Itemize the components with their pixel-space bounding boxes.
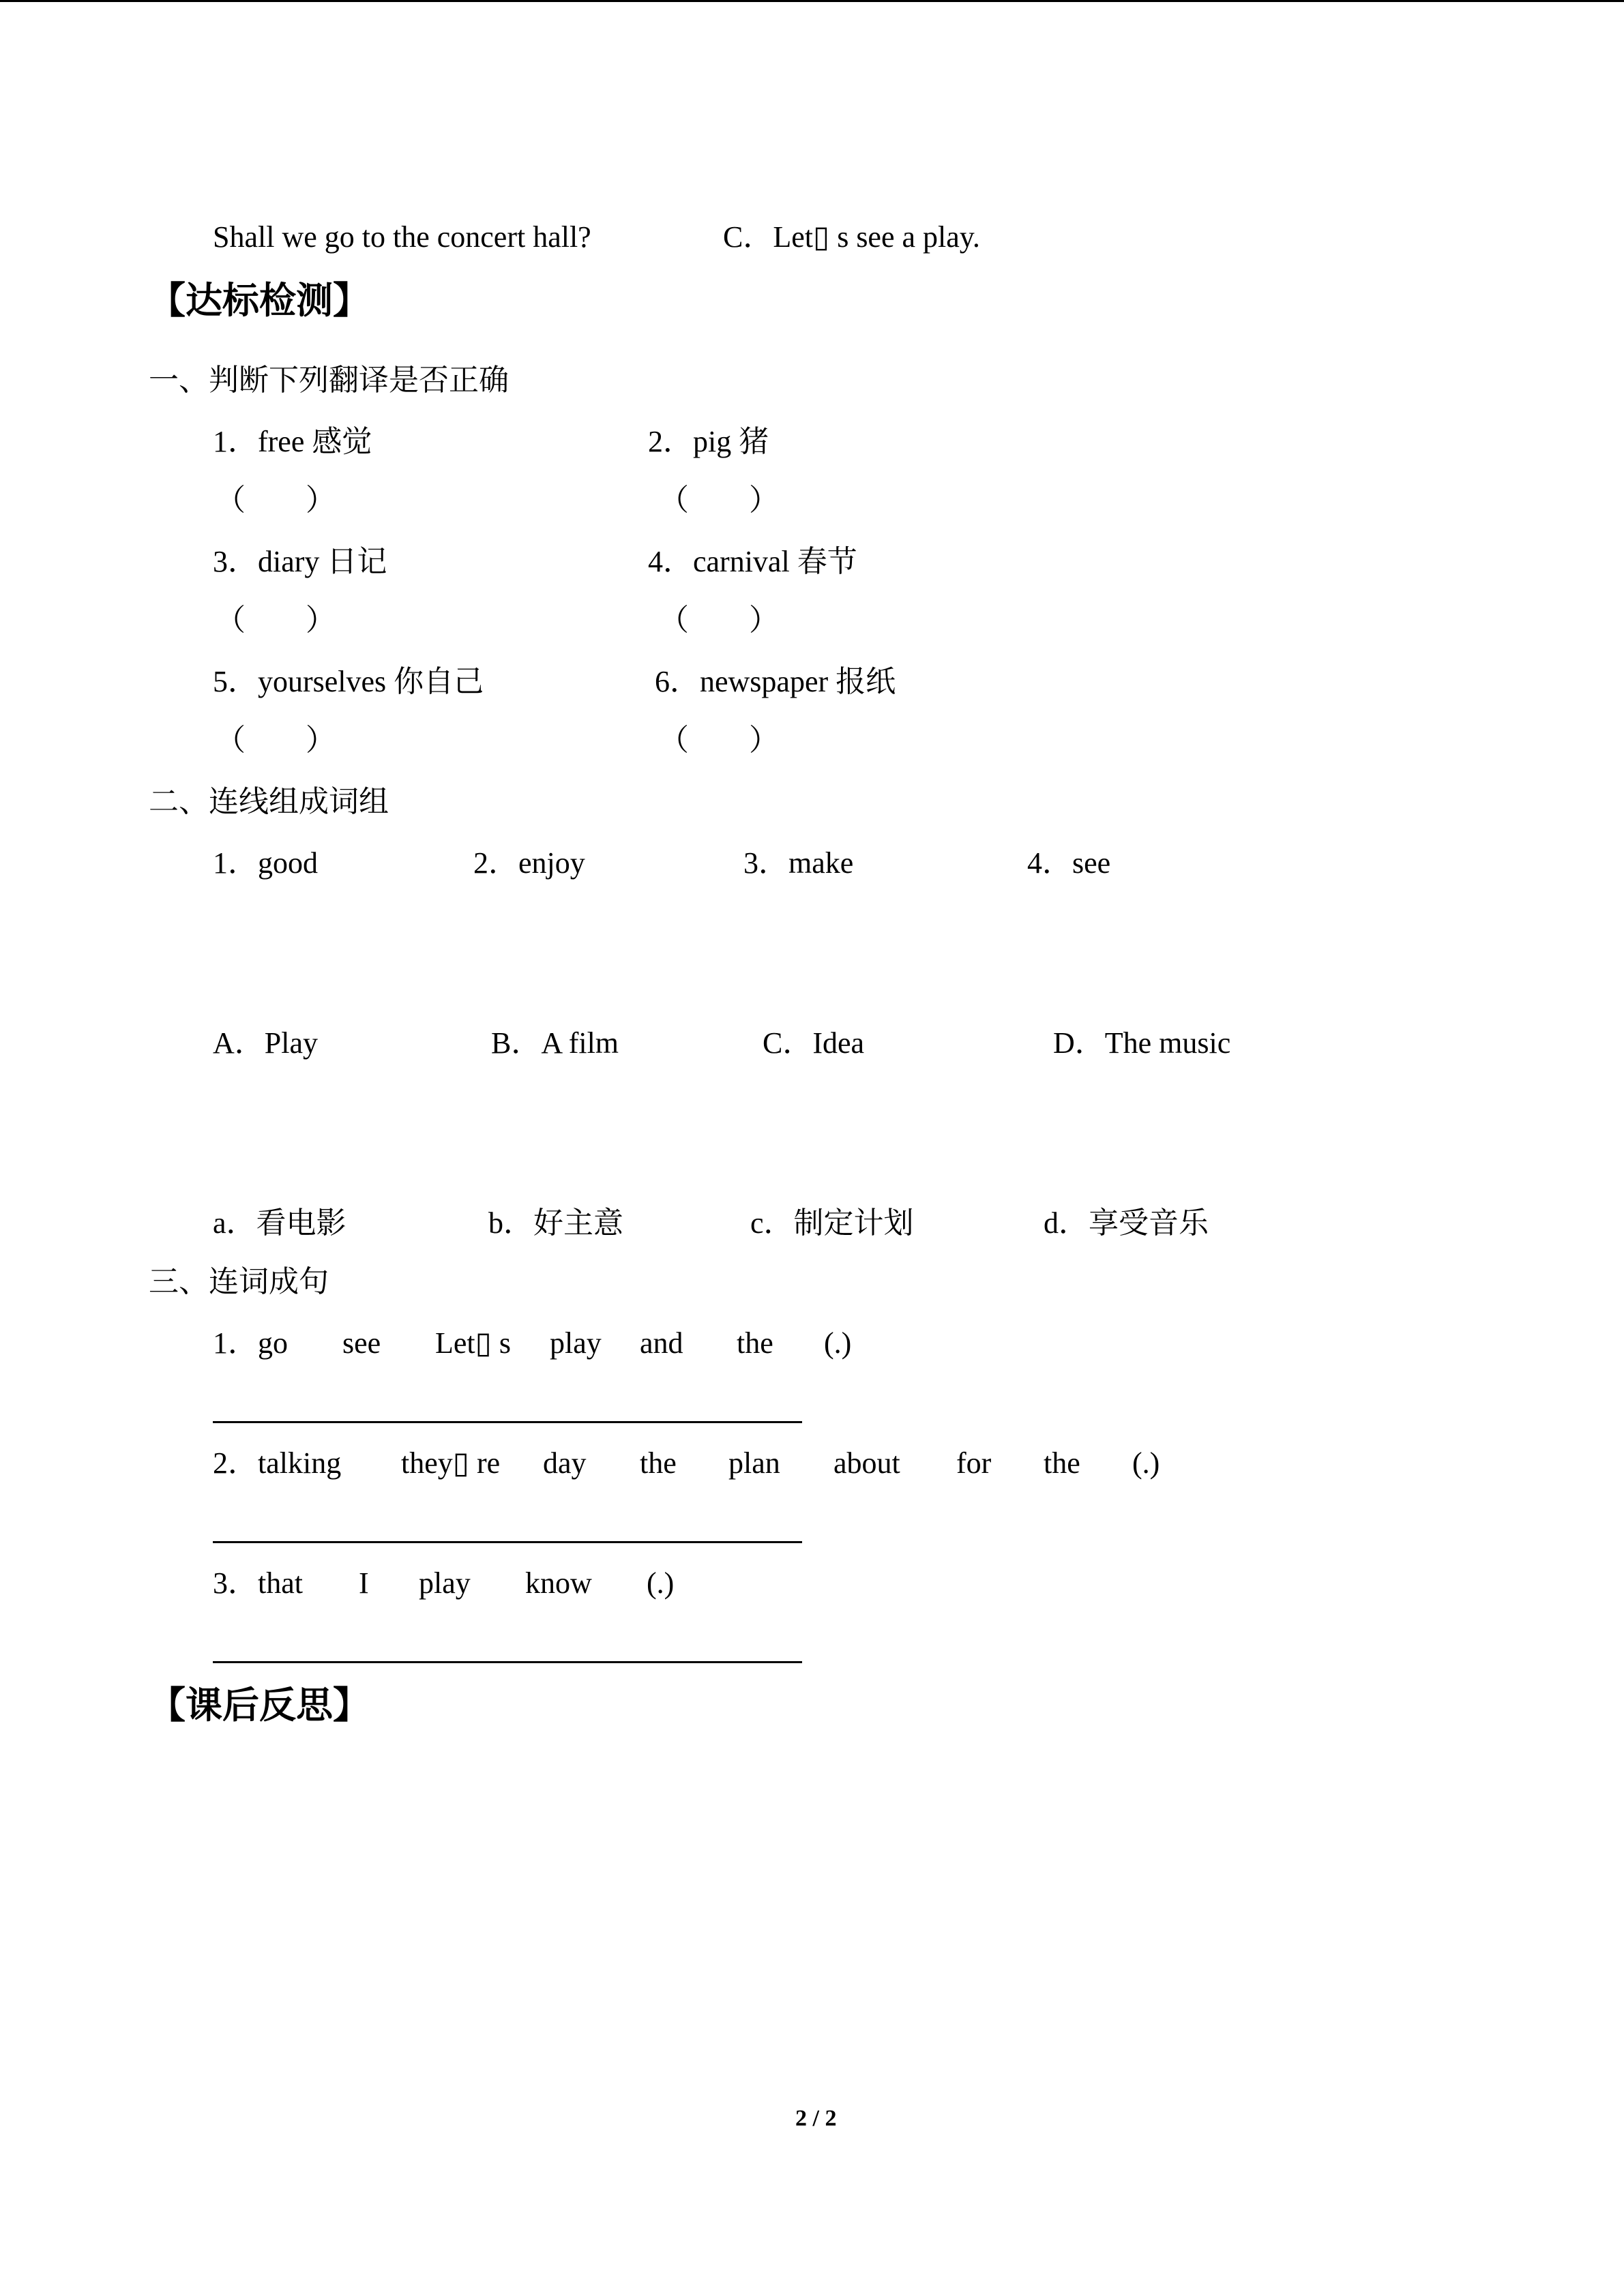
s3-q1-word-1: 1．go bbox=[213, 1326, 288, 1360]
s2-chinese-d: d．享受音乐 bbox=[1044, 1206, 1209, 1240]
s1-item-2-paren: （ ） bbox=[659, 483, 779, 517]
s1-item-3-paren: （ ） bbox=[216, 603, 336, 637]
s1-item-1-paren: （ ） bbox=[216, 483, 336, 517]
section1-title: 一、判断下列翻译是否正确 bbox=[149, 363, 509, 397]
s1-item-5-label: 5．yourselves 你自己 bbox=[213, 665, 484, 698]
s1-item-6-label: 6．newspaper 报纸 bbox=[655, 665, 896, 698]
s3-q2-word-6: about bbox=[833, 1446, 900, 1480]
s3-q2-word-4: the bbox=[640, 1446, 677, 1480]
s1-item-2-label: 2．pig 猪 bbox=[648, 425, 769, 458]
s3-q1-word-3: Let▯ s bbox=[435, 1326, 511, 1360]
heading-test: 【达标检测】 bbox=[149, 280, 370, 321]
s2-letter-a: A．Play bbox=[213, 1026, 318, 1060]
s3-q2-word-9: (.) bbox=[1132, 1446, 1160, 1480]
s3-q2-word-5: plan bbox=[728, 1446, 780, 1480]
s3-q1-word-5: and bbox=[640, 1326, 683, 1360]
s3-q1-word-6: the bbox=[737, 1326, 773, 1360]
s2-number-3: 3．make bbox=[743, 846, 854, 880]
page-number: 2 / 2 bbox=[795, 2106, 837, 2131]
section3-title: 三、连词成句 bbox=[149, 1265, 329, 1298]
s1-item-4-label: 4．carnival 春节 bbox=[648, 545, 857, 578]
s3-q2-word-7: for bbox=[956, 1446, 992, 1480]
s1-item-5-paren: （ ） bbox=[216, 724, 336, 757]
s3-q2-word-8: the bbox=[1044, 1446, 1080, 1480]
s3-q1-answer-line bbox=[213, 1421, 802, 1423]
s3-q3-word-3: play bbox=[419, 1566, 471, 1600]
s1-item-6-paren: （ ） bbox=[659, 724, 779, 757]
s3-q3-word-2: I bbox=[359, 1566, 369, 1600]
s3-q1-word-7: (.) bbox=[824, 1326, 852, 1360]
s3-q2-answer-line bbox=[213, 1541, 802, 1543]
s1-item-4-paren: （ ） bbox=[659, 603, 779, 637]
s2-chinese-a: a．看电影 bbox=[213, 1206, 346, 1240]
s2-number-1: 1．good bbox=[213, 846, 318, 880]
s2-letter-d: D．The music bbox=[1053, 1026, 1231, 1060]
s3-q3-word-5: (.) bbox=[647, 1566, 675, 1600]
top-border bbox=[0, 0, 1624, 2]
s3-q3-word-1: 3．that bbox=[213, 1566, 303, 1600]
intro-option-c: C．Let▯ s see a play. bbox=[723, 220, 980, 254]
s2-letter-c: C．Idea bbox=[763, 1026, 865, 1060]
s3-q3-word-4: know bbox=[525, 1566, 592, 1600]
s2-letter-b: B．A film bbox=[491, 1026, 619, 1060]
intro-question: Shall we go to the concert hall? bbox=[213, 220, 591, 254]
s2-number-4: 4．see bbox=[1027, 846, 1111, 880]
s3-q1-word-4: play bbox=[550, 1326, 602, 1360]
heading-reflection: 【课后反思】 bbox=[149, 1685, 370, 1726]
s3-q2-word-3: day bbox=[543, 1446, 587, 1480]
s2-chinese-b: b．好主意 bbox=[488, 1206, 623, 1240]
section2-title: 二、连线组成词组 bbox=[149, 785, 389, 818]
s3-q2-word-2: they▯ re bbox=[401, 1446, 501, 1480]
s2-number-2: 2．enjoy bbox=[473, 846, 585, 880]
s3-q3-answer-line bbox=[213, 1661, 802, 1663]
s1-item-3-label: 3．diary 日记 bbox=[213, 545, 387, 578]
s3-q1-word-2: see bbox=[342, 1326, 381, 1360]
s3-q2-word-1: 2．talking bbox=[213, 1446, 342, 1480]
s1-item-1-label: 1．free 感觉 bbox=[213, 425, 372, 458]
s2-chinese-c: c．制定计划 bbox=[750, 1206, 914, 1240]
